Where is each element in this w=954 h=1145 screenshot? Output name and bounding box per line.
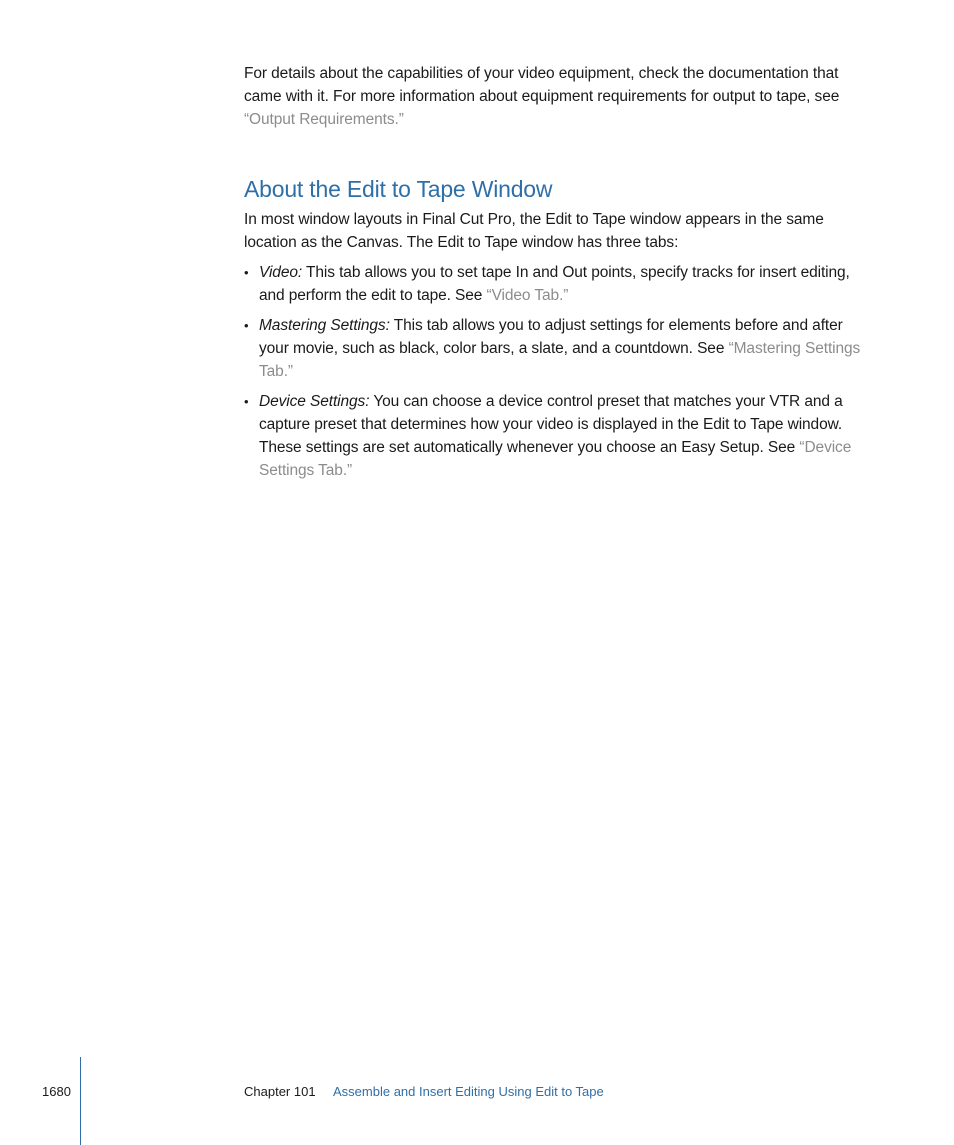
bullet-text: This tab allows you to adjust settings for elements before and after your movie, such as black, color bars, a slate, and a countdown. See [259, 317, 843, 357]
bullet-text: You can choose a device control preset that matches your VTR and a capture preset that determines how your video is displayed in the Edit to Tape window. These settings are set automatically whenever you choose an Easy Setup. See [259, 393, 843, 456]
bullet-term: Video: [259, 264, 303, 281]
list-item [244, 390, 876, 482]
bullet-term: Device Settings: [259, 393, 370, 410]
bullet-icon: • [244, 265, 249, 280]
list-item [244, 261, 876, 307]
bullet-icon: • [244, 394, 249, 409]
bullet-text: This tab allows you to set tape In and Out points, specify tracks for insert editing, and perform the edit to tape. See [259, 264, 850, 304]
tab-list [244, 261, 876, 482]
bullet-icon: • [244, 318, 249, 333]
page-number: 1680 [42, 1084, 71, 1099]
intro-text: For details about the capabilities of your video equipment, check the documentation that came with it. For more information about equipment requirements for output to tape, see [244, 65, 840, 105]
chapter-title-link[interactable]: Assemble and Insert Editing Using Edit to Tape [333, 1084, 604, 1099]
mastering-settings-tab-link[interactable]: “Mastering Settings Tab.” [259, 340, 861, 380]
chapter-label: Chapter 101 [244, 1084, 316, 1099]
page-content [244, 62, 876, 489]
footer-divider [80, 1057, 81, 1145]
video-tab-link[interactable]: “Video Tab.” [486, 287, 569, 304]
bullet-term: Mastering Settings: [259, 317, 390, 334]
list-item [244, 314, 876, 383]
device-settings-tab-link[interactable]: “Device Settings Tab.” [259, 439, 852, 479]
output-requirements-link[interactable]: “Output Requirements.” [244, 111, 404, 128]
intro-paragraph [244, 62, 876, 131]
section-body: In most window layouts in Final Cut Pro, the Edit to Tape window appears in the same location as the Canvas. The Edit to Tape window has three tabs: [244, 211, 824, 251]
section-heading: About the Edit to Tape Window [244, 176, 553, 202]
